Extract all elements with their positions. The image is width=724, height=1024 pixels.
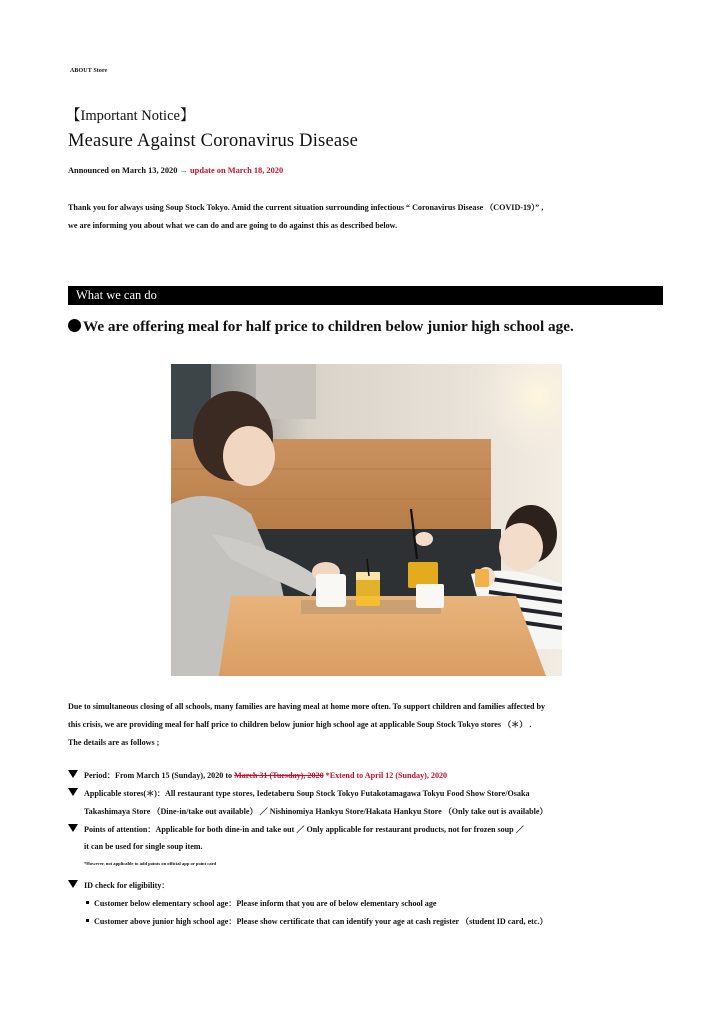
attention-item (68, 824, 524, 835)
page-title: Measure Against Coronavirus Disease (68, 131, 359, 151)
stores-line: Applicable stores(＊)：All restaurant type stores, Iedetaberu Soup Stock Tokyo Futakotamagawa Tokyu Food Show Store/Osaka (84, 789, 530, 798)
details-intro-paragraph (68, 698, 668, 752)
intro-paragraph (68, 199, 664, 235)
offer-headline (68, 318, 574, 336)
offer-headline-text: We are offering meal for half price to children below junior high school age. (83, 318, 574, 335)
intro-line: Thank you for always using Soup Stock Tokyo. Amid the current situation surrounding infectious “ Coronavirus Disease （COVID-19）” , (68, 203, 544, 212)
stores-item (68, 788, 530, 799)
attention-footnote: *However, not applicable to add points on official app or point card (84, 861, 217, 866)
square-bullet-icon (86, 901, 89, 904)
stores-item-continued (84, 806, 548, 817)
body-line: The details are as follows ; (68, 738, 160, 747)
section-header-bar (68, 286, 663, 305)
id-check-subitem-text: Customer below elementary school age：Please inform that you are of below elementary school age (94, 899, 437, 908)
triangle-bullet-icon (68, 880, 78, 888)
period-extension: *Extend to April 12 (Sunday), 2020 (325, 771, 448, 780)
body-line: this crisis, we are providing meal for half price to children below junior high school age at applicable Soup Stock Tokyo stores （＊） . (68, 720, 532, 729)
bullet-circle-icon (68, 319, 81, 332)
body-line: Due to simultaneous closing of all schools, many families are having meal at home more often. To support children and families affected by (68, 702, 546, 711)
announcement-update: → update on March 18, 2020 (179, 166, 284, 175)
attention-line: it can be used for single soup item. (84, 842, 203, 851)
attention-line: Points of attention：Applicable for both dine-in and take out ／ Only applicable for restaurant products, not for frozen soup ／ (84, 825, 524, 834)
id-check-subitem-text: Customer above junior high school age：Please show certificate that can identify your age at cash register （student ID card, etc.） (94, 917, 548, 926)
period-original-end-date: March 31 (Tuesday), 2020 (234, 771, 324, 780)
announcement-line (68, 166, 283, 175)
square-bullet-icon (86, 919, 89, 922)
mother-child-meal-photo (171, 364, 562, 676)
period-item (68, 770, 447, 781)
announcement-date: Announced on March 13, 2020 (68, 166, 178, 175)
triangle-bullet-icon (68, 824, 78, 832)
triangle-bullet-icon (68, 788, 78, 796)
period-label: Period：From March 15 (Sunday), 2020 to (84, 771, 233, 780)
breadcrumb[interactable]: ABOUT Store (70, 68, 108, 74)
id-check-label: ID check for eligibility： (84, 881, 170, 890)
id-check-item (68, 880, 170, 891)
notice-label: 【Important Notice】 (66, 108, 195, 124)
attention-item-continued (84, 842, 203, 851)
triangle-bullet-icon (68, 770, 78, 778)
section-header-title: What we can do (76, 288, 157, 302)
stores-line: Takashimaya Store （Dine-in/take out available） ／ Nishinomiya Hankyu Store/Hakata Hankyu Store （Only take out is available） (84, 807, 548, 816)
photo-illustration (171, 364, 562, 676)
intro-line: we are informing you about what we can do and are going to do against this as described below. (68, 221, 398, 230)
id-check-subitem (86, 898, 437, 909)
id-check-subitem (86, 916, 548, 927)
